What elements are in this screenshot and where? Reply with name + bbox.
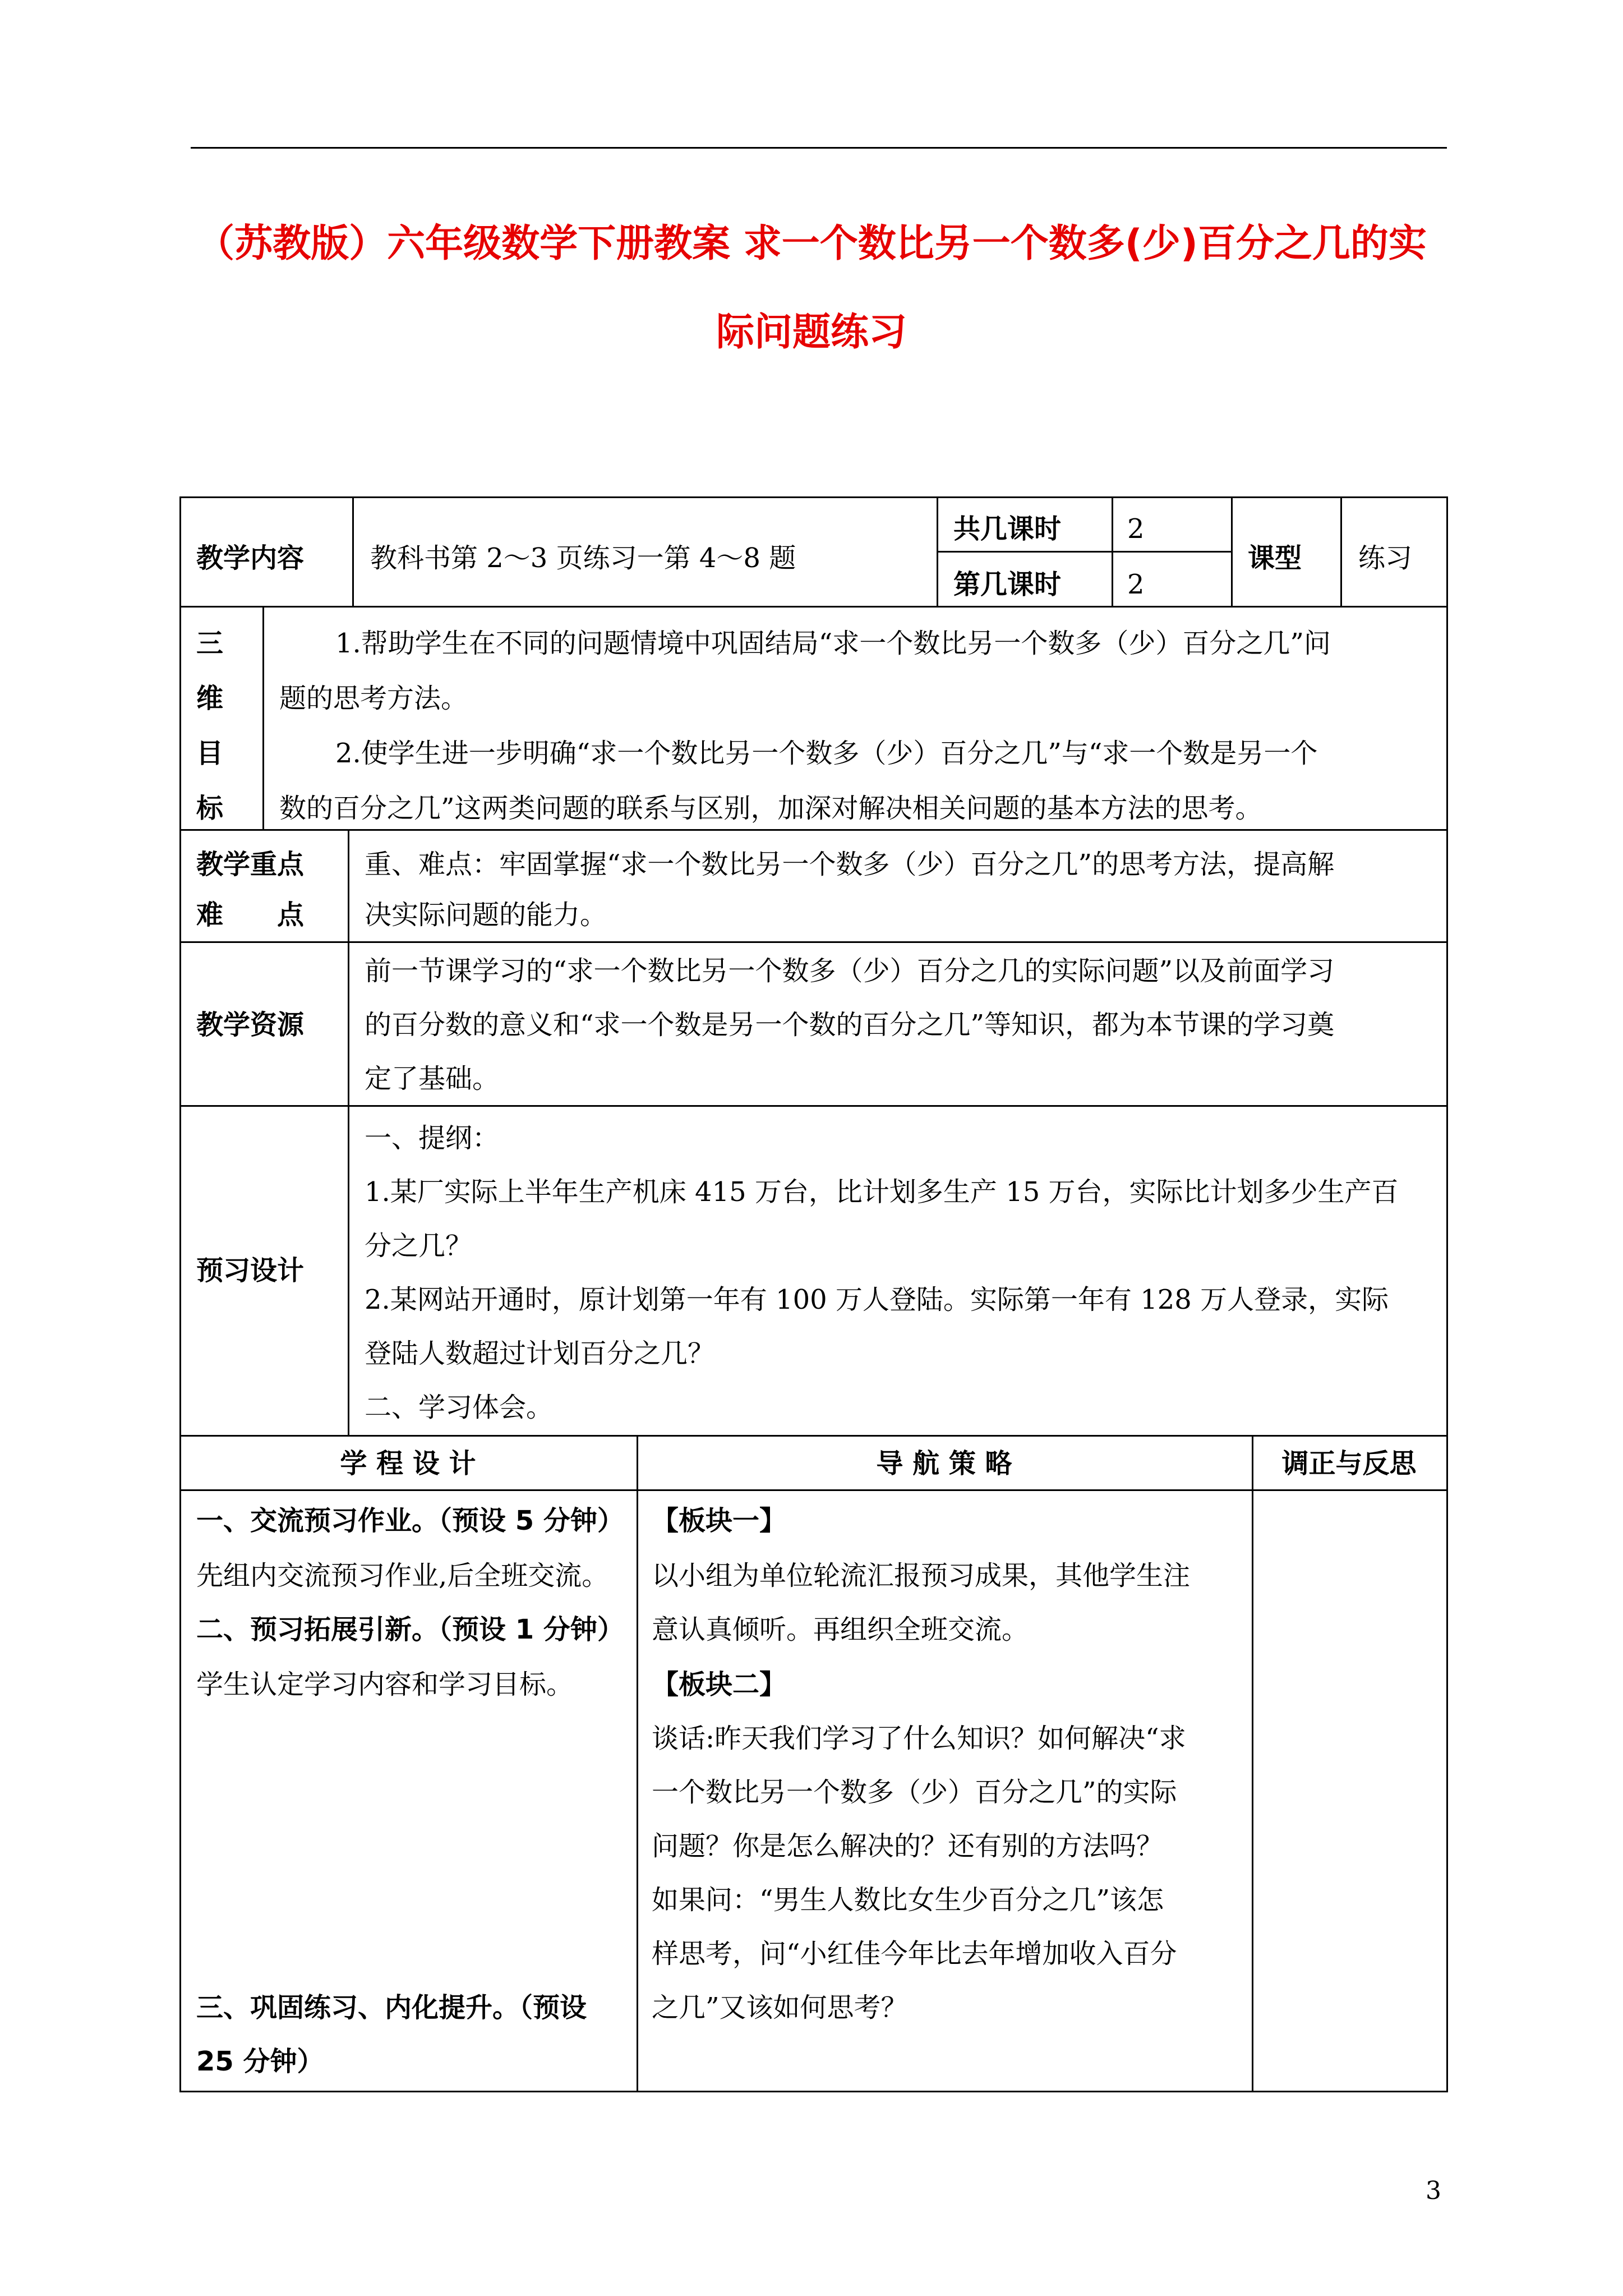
goals-label-char: 三 [196,628,224,659]
key-points-label: 难 点 [196,899,305,931]
label-total-hours: 共几课时 [953,513,1062,545]
lesson-type-value: 练习 [1358,542,1413,574]
key-points-line: 决实际问题的能力。 [365,899,607,931]
strategy-line: 之几”又该如何思考？ [652,1992,908,2023]
goals-line: 题的思考方法。 [279,683,468,714]
goals-label-char: 目 [196,738,224,769]
preview-line: 1.某厂实际上半年生产机床 415 万台，比计划多生产 15 万台，实际比计划多少生产百 [365,1176,1399,1208]
goals-line: 1.帮助学生在不同的问题情境中巩固结局“求一个数比另一个数多（少）百分之几”问 [335,628,1331,659]
page-number: 3 [1426,2177,1441,2205]
label-lesson-type: 课型 [1248,542,1302,574]
which-hour-value: 2 [1127,569,1145,600]
strategy-line: 一个数比另一个数多（少）百分之几”的实际 [652,1777,1177,1808]
process-left-line: 25 分钟） [196,2046,324,2077]
preview-line: 2.某网站开通时，原计划第一年有 100 万人登陆。实际第一年有 128 万人登录，实际 [365,1284,1389,1315]
strategy-line: 样思考，问“小红佳今年比去年增加收入百分 [652,1938,1177,1970]
preview-line: 分之几？ [365,1230,473,1262]
strategy-line: 【板块一】 [652,1505,787,1536]
header-rule [191,147,1447,149]
strategy-line: 以小组为单位轮流汇报预习成果，其他学生注 [652,1560,1191,1591]
label-teaching-content: 教学内容 [196,542,305,574]
resources-line: 定了基础。 [365,1063,500,1094]
page-title-line1: （苏教版）六年级数学下册教案 求一个数比另一个数多(少)百分之几的实 [196,222,1427,266]
preview-label: 预习设计 [196,1255,305,1286]
resources-line: 的百分数的意义和“求一个数是另一个数的百分之几”等知识，都为本节课的学习奠 [365,1009,1335,1041]
goals-label-char: 标 [196,793,224,824]
total-hours-value: 2 [1127,513,1145,545]
label-which-hour: 第几课时 [953,569,1062,600]
strategy-line: 【板块二】 [652,1669,787,1700]
goals-line: 2.使学生进一步明确“求一个数比另一个数多（少）百分之几”与“求一个数是另一个 [335,738,1318,769]
process-left-line: 先组内交流预习作业,后全班交流。 [196,1560,609,1591]
process-left-line: 三、巩固练习、内化提升。（预设 [196,1992,587,2023]
key-points-label: 教学重点 [196,849,305,880]
preview-line: 登陆人数超过计划百分之几？ [365,1338,715,1369]
strategy-line: 问题？你是怎么解决的？还有别的方法吗？ [652,1830,1164,1862]
teaching-content-value: 教科书第 2～3 页练习一第 4～8 题 [370,542,796,574]
preview-line: 二、学习体会。 [365,1392,554,1423]
key-points-line: 重、难点：牢固掌握“求一个数比另一个数多（少）百分之几”的思考方法，提高解 [365,849,1335,880]
process-left-line: 二、预习拓展引新。（预设 1 分钟） [196,1614,624,1645]
resources-label: 教学资源 [196,1009,305,1041]
strategy-line: 如果问：“男生人数比女生少百分之几”该怎 [652,1884,1164,1916]
strategy-line: 意认真倾听。再组织全班交流。 [652,1614,1029,1645]
goals-label-char: 维 [196,683,224,714]
process-left-line: 一、交流预习作业。（预设 5 分钟） [196,1505,624,1536]
preview-line: 一、提纲： [365,1122,500,1154]
strategy-line: 谈话:昨天我们学习了什么知识？如何解决“求 [652,1723,1186,1754]
goals-line: 数的百分之几”这两类问题的联系与区别，加深对解决相关问题的基本方法的思考。 [279,793,1262,824]
resources-line: 前一节课学习的“求一个数比另一个数多（少）百分之几的实际问题”以及前面学习 [365,955,1335,987]
page-title-line2: 际问题练习 [716,310,907,355]
column-header-process: 学 程 设 计 [340,1448,476,1479]
column-header-reflection: 调正与反思 [1281,1448,1417,1479]
process-left-line: 学生认定学习内容和学习目标。 [196,1669,574,1700]
column-header-strategy: 导 航 策 略 [876,1448,1012,1479]
